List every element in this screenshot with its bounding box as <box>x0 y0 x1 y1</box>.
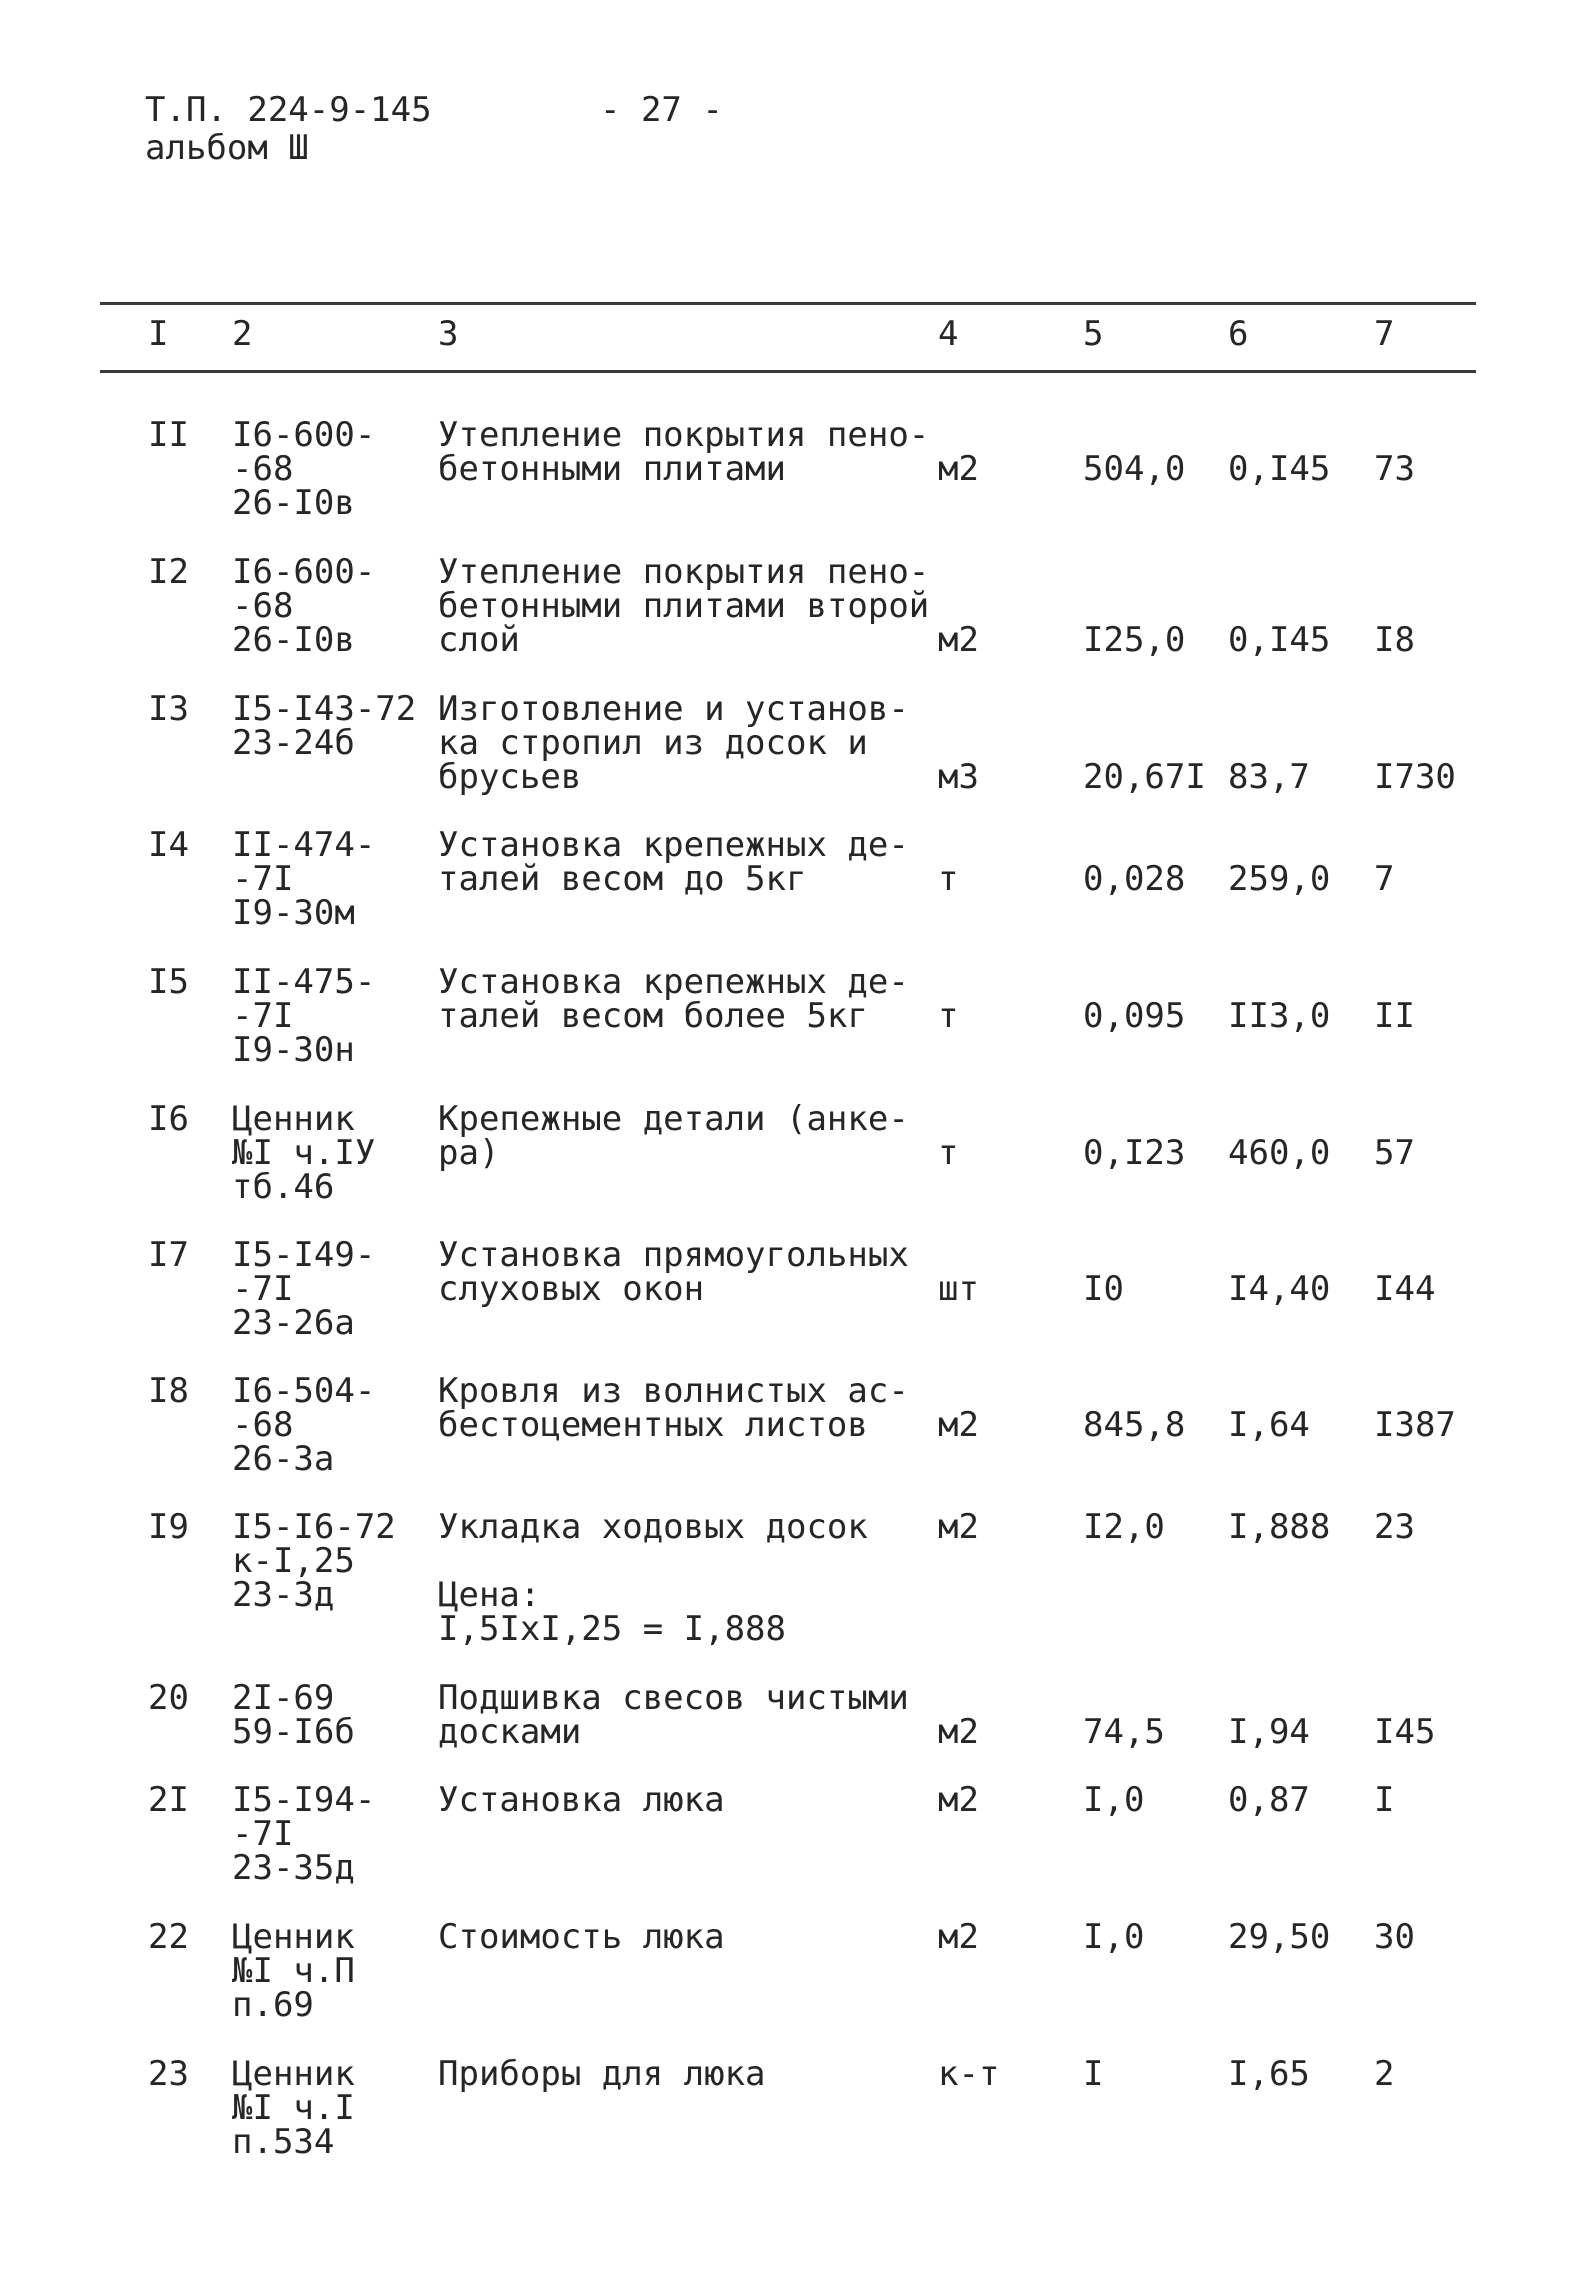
column-header-6: 6 <box>1228 314 1249 354</box>
row-unit: м2 <box>938 1507 979 1547</box>
row-reference: I5-I94- -7I 23-35д <box>232 1780 376 1888</box>
row-description: Изготовление и установ- ка стропил из досок и брусьев <box>438 689 909 797</box>
row-unit: м2 <box>938 1780 979 1820</box>
row-reference: Ценник №I ч.I п.534 <box>232 2054 355 2162</box>
row-description: Крепежные детали (анке- ра) <box>438 1099 909 1173</box>
row-price: I,65 <box>1228 2054 1310 2094</box>
row-price: 83,7 <box>1228 757 1310 797</box>
row-unit: м2 <box>938 620 979 660</box>
row-number: I5 <box>148 962 189 1002</box>
row-reference: I6-504- -68 26-3а <box>232 1371 376 1479</box>
row-total: 7 <box>1374 859 1395 899</box>
row-price: 0,I45 <box>1228 620 1331 660</box>
row-total: I44 <box>1374 1269 1436 1309</box>
row-quantity: 74,5 <box>1083 1712 1165 1752</box>
row-unit: м2 <box>938 1917 979 1957</box>
row-reference: I6-600- -68 26-I0в <box>232 552 376 660</box>
column-header-1: I <box>148 314 169 354</box>
row-number: I7 <box>148 1235 189 1275</box>
column-header-2: 2 <box>232 314 253 354</box>
row-total: 2 <box>1374 2054 1395 2094</box>
table-top-rule <box>100 302 1476 305</box>
row-number: I8 <box>148 1371 189 1411</box>
column-header-3: 3 <box>438 314 459 354</box>
row-reference: I5-I6-72 к-I,25 23-3д <box>232 1507 396 1615</box>
row-reference: I5-I49- -7I 23-26а <box>232 1235 376 1343</box>
row-description: Подшивка свесов чистыми досками <box>438 1678 909 1752</box>
table-header-rule <box>100 370 1476 373</box>
row-total: 23 <box>1374 1507 1415 1547</box>
row-price: I,888 <box>1228 1507 1331 1547</box>
row-total: I8 <box>1374 620 1415 660</box>
row-total: I <box>1374 1780 1395 1820</box>
row-number: 2I <box>148 1780 189 1820</box>
row-quantity: I0 <box>1083 1269 1124 1309</box>
row-number: II <box>148 415 189 455</box>
row-unit: т <box>938 1133 959 1173</box>
row-total: 73 <box>1374 449 1415 489</box>
row-reference: 2I-69 59-I6б <box>232 1678 355 1752</box>
row-unit: м3 <box>938 757 979 797</box>
row-number: 20 <box>148 1678 189 1718</box>
row-description: Установка прямоугольных слуховых окон <box>438 1235 909 1309</box>
row-quantity: 0,028 <box>1083 859 1186 899</box>
column-header-5: 5 <box>1083 314 1104 354</box>
row-quantity: I,0 <box>1083 1780 1145 1820</box>
row-price: 29,50 <box>1228 1917 1331 1957</box>
column-header-7: 7 <box>1374 314 1395 354</box>
row-description: Кровля из волнистых ас- бестоцементных листов <box>438 1371 909 1445</box>
document-code: Т.П. 224-9-145 <box>145 90 432 130</box>
row-price: II3,0 <box>1228 996 1331 1036</box>
row-quantity: 0,I23 <box>1083 1133 1186 1173</box>
row-quantity: 0,095 <box>1083 996 1186 1036</box>
row-price: 460,0 <box>1228 1133 1331 1173</box>
album-label: альбом Ш <box>145 128 309 168</box>
row-number: I9 <box>148 1507 189 1547</box>
row-price: 0,87 <box>1228 1780 1310 1820</box>
row-reference: Ценник №I ч.IУ тб.46 <box>232 1099 376 1207</box>
row-description: Установка крепежных де- талей весом более 5кг <box>438 962 909 1036</box>
row-number: 22 <box>148 1917 189 1957</box>
row-total: 30 <box>1374 1917 1415 1957</box>
row-quantity: 845,8 <box>1083 1405 1186 1445</box>
row-number: I2 <box>148 552 189 592</box>
row-price: 0,I45 <box>1228 449 1331 489</box>
row-total: II <box>1374 996 1415 1036</box>
row-description: Приборы для люка <box>438 2054 766 2094</box>
row-quantity: 504,0 <box>1083 449 1186 489</box>
row-number: I3 <box>148 689 189 729</box>
row-unit: шт <box>938 1269 979 1309</box>
row-reference: Ценник №I ч.П п.69 <box>232 1917 355 2025</box>
row-unit: м2 <box>938 1712 979 1752</box>
row-price: 259,0 <box>1228 859 1331 899</box>
row-description: Укладка ходовых досок <box>438 1507 868 1547</box>
row-unit: м2 <box>938 449 979 489</box>
row-price-note: Цена: I,5IхI,25 = I,888 <box>438 1575 786 1649</box>
row-quantity: I2,0 <box>1083 1507 1165 1547</box>
row-unit: м2 <box>938 1405 979 1445</box>
column-header-4: 4 <box>938 314 959 354</box>
row-quantity: 20,67I <box>1083 757 1206 797</box>
page-number: - 27 - <box>600 90 723 130</box>
row-description: Утепление покрытия пено- бетонными плитами <box>438 415 930 489</box>
row-price: I,64 <box>1228 1405 1310 1445</box>
row-total: I45 <box>1374 1712 1436 1752</box>
row-unit: к-т <box>938 2054 1000 2094</box>
row-total: I387 <box>1374 1405 1456 1445</box>
row-quantity: I <box>1083 2054 1104 2094</box>
row-unit: т <box>938 859 959 899</box>
row-description: Утепление покрытия пено- бетонными плитами второй слой <box>438 552 930 660</box>
row-quantity: I,0 <box>1083 1917 1145 1957</box>
row-reference: I5-I43-72 23-24б <box>232 689 417 763</box>
row-description: Установка крепежных де- талей весом до 5кг <box>438 825 909 899</box>
row-description: Стоимость люка <box>438 1917 725 1957</box>
row-total: 57 <box>1374 1133 1415 1173</box>
row-price: I4,40 <box>1228 1269 1331 1309</box>
row-reference: II-475- -7I I9-30н <box>232 962 376 1070</box>
row-reference: II-474- -7I I9-30м <box>232 825 376 933</box>
row-description: Установка люка <box>438 1780 725 1820</box>
row-price: I,94 <box>1228 1712 1310 1752</box>
row-number: I4 <box>148 825 189 865</box>
row-number: 23 <box>148 2054 189 2094</box>
row-quantity: I25,0 <box>1083 620 1186 660</box>
row-reference: I6-600- -68 26-I0в <box>232 415 376 523</box>
row-unit: т <box>938 996 959 1036</box>
row-total: I730 <box>1374 757 1456 797</box>
row-number: I6 <box>148 1099 189 1139</box>
